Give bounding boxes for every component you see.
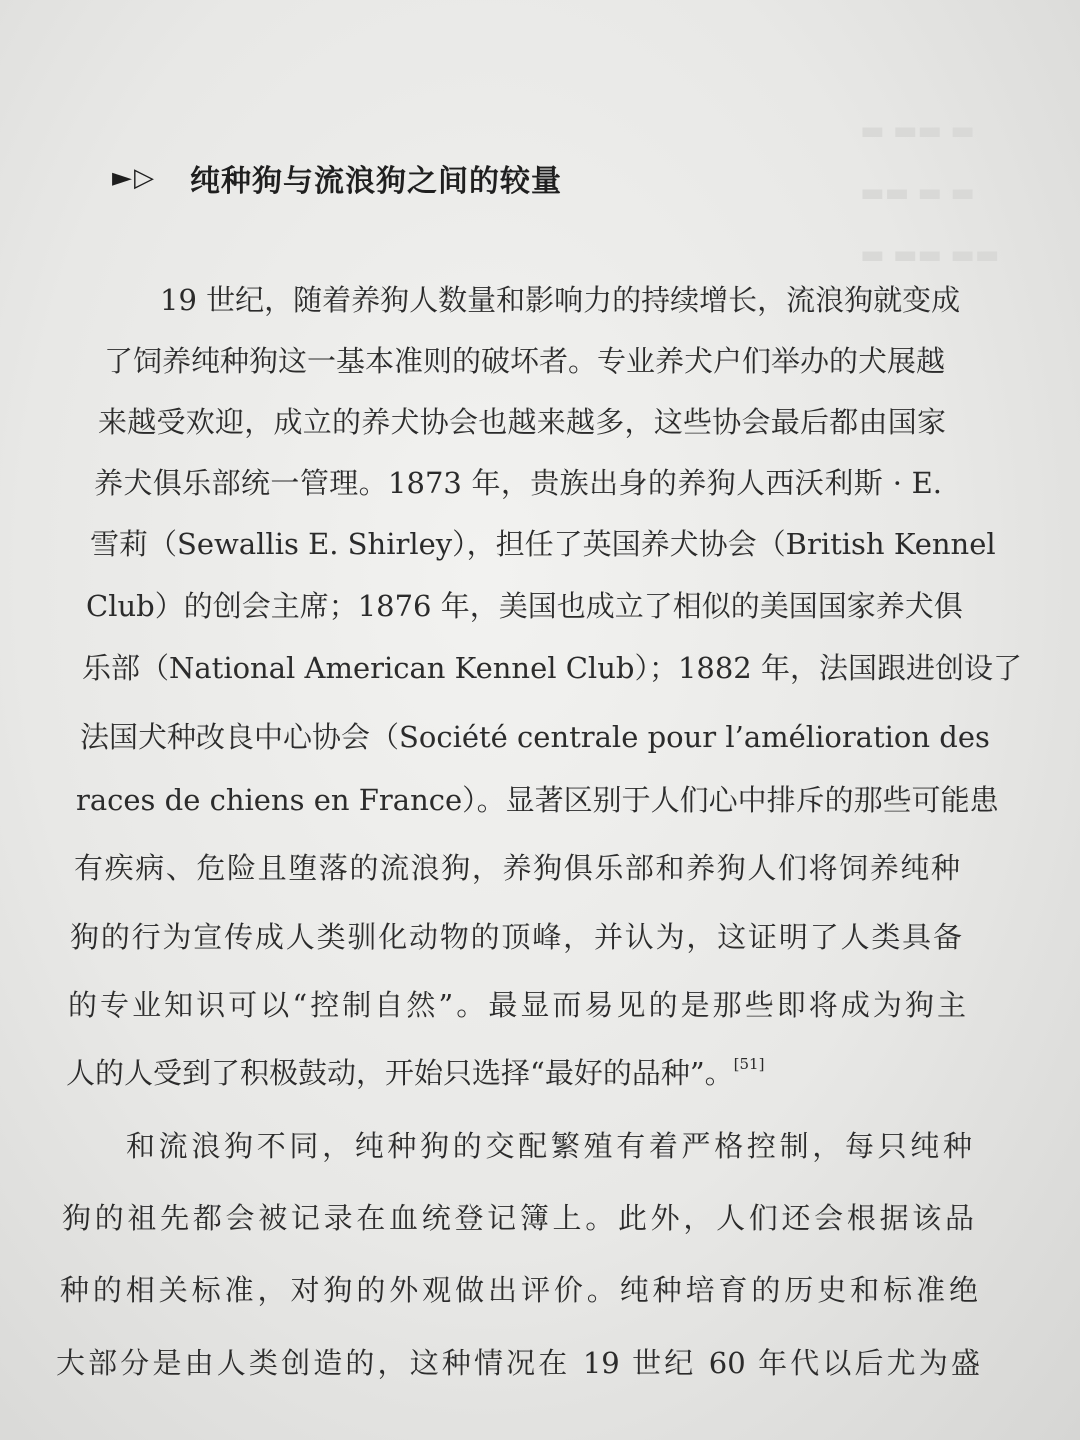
paragraph-1-line-1: 19 世纪，随着养狗人数量和影响力的持续增长，流浪狗就变成 [160,283,961,317]
paragraph-2-line-3: 种的相关标准，对狗的外观做出评价。纯种培育的历史和标准绝 [60,1273,978,1307]
paragraph-1-line-12: 的专业知识可以“控制自然”。最显而易见的是那些即将成为狗主 [68,988,966,1022]
footnote-marker: [51] [733,1055,765,1073]
paragraph-2-line-4: 大部分是由人类创造的，这种情况在 19 世纪 60 年代以后尤为盛 [56,1346,980,1380]
paragraph-2-line-1: 和流浪狗不同，纯种狗的交配繁殖有着严格控制，每只纯种 [126,1129,972,1163]
paragraph-1-line-10: 有疾病、危险且堕落的流浪狗，养狗俱乐部和养狗人们将饲养纯种 [74,851,960,885]
paragraph-1-line-13 [66,1053,826,1093]
outline-triangle-icon: ▷ [134,163,154,193]
paragraph-1-line-9: races de chiens en France）。显著区别于人们心中排斥的那些可能患 [76,783,999,817]
paragraph-2-line-2: 狗的祖先都会被记录在血统登记簿上。此外，人们还会根据该品 [62,1201,974,1235]
paragraph-1-line-7: 乐部（National American Kennel Club）；1882 年，法国跟进创设了 [82,651,1022,685]
filled-triangle-icon: ► [112,163,132,193]
section-title: 纯种狗与流浪狗之间的较量 [190,164,562,199]
paragraph-1-line-5: 雪莉（Sewallis E. Shirley），担任了英国养犬协会（British Kennel [90,527,996,561]
paragraph-1-line-13-text: 人的人受到了积极鼓动，开始只选择“最好的品种”。 [66,1056,734,1090]
paragraph-1-line-8: 法国犬种改良中心协会（Société centrale pour l’amélioration des [80,720,990,754]
paragraph-1-line-3: 来越受欢迎，成立的养犬协会也越来越多，这些协会最后都由国家 [98,405,946,439]
paragraph-1-line-2: 了饲养纯种狗这一基本准则的破坏者。专业养犬户们举办的犬展越 [104,344,946,378]
bleed-through-text: ▬ ▬▬ ▬ ▬▬ ▬ ▬ ▬ ▬▬ ▬▬ [860,116,1000,270]
paragraph-1-line-11: 狗的行为宣传成人类驯化动物的顶峰，并认为，这证明了人类具备 [70,920,962,954]
paragraph-1-line-4: 养犬俱乐部统一管理。1873 年，贵族出身的养狗人西沃利斯 · E. [94,466,942,500]
paragraph-1-line-6: Club）的创会主席；1876 年，美国也成立了相似的美国国家养犬俱 [86,589,963,623]
